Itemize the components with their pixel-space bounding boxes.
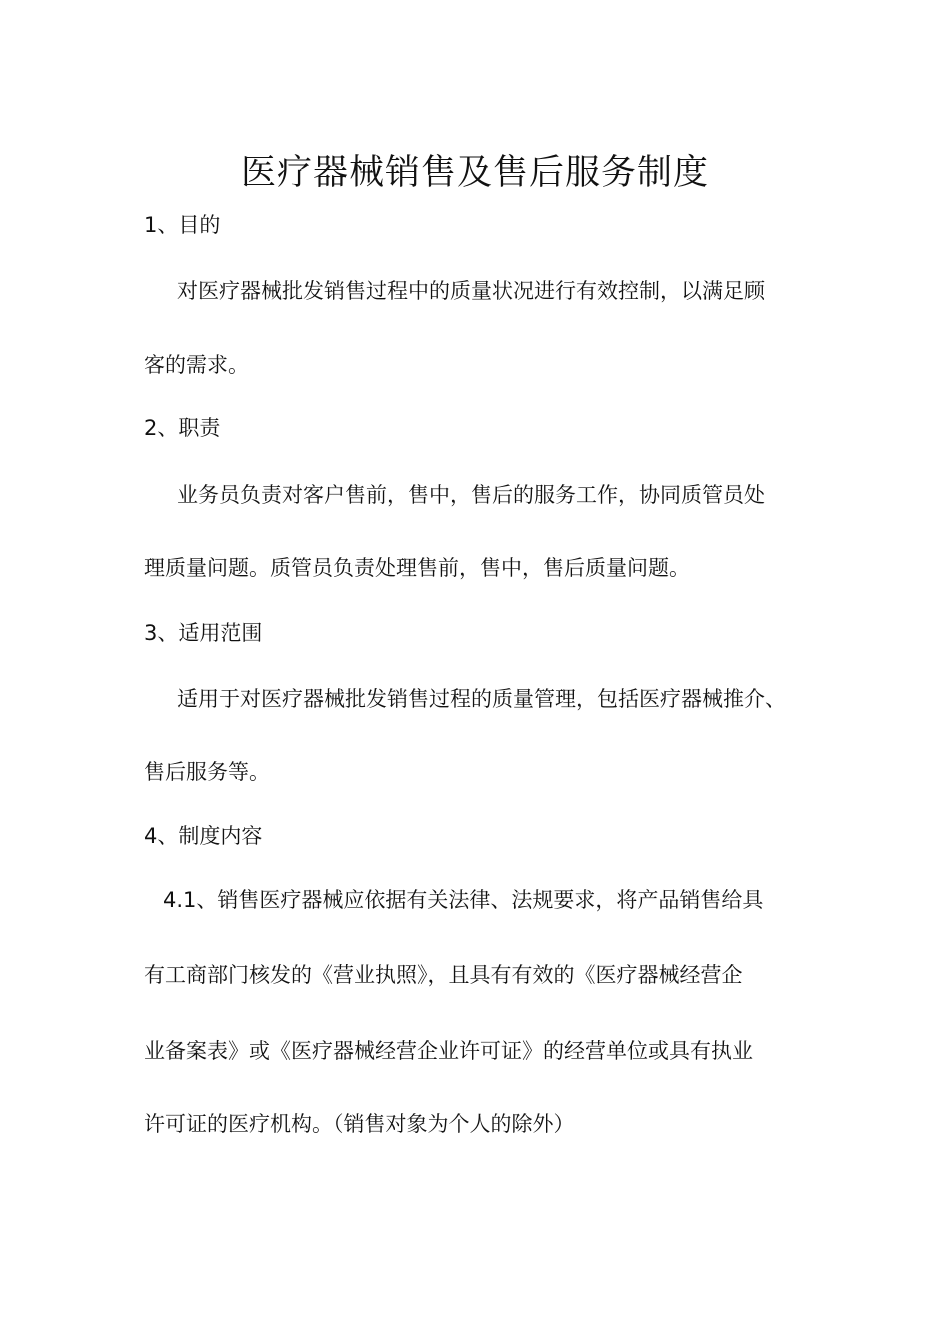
- section-heading-responsibilities: 2、职责: [144, 416, 221, 440]
- paragraph-line: 业备案表》或《医疗器械经营企业许可证》的经营单位或具有执业: [144, 1039, 753, 1063]
- section-heading-scope: 3、适用范围: [144, 621, 263, 645]
- section-heading-content: 4、制度内容: [144, 824, 263, 848]
- paragraph-line: 对医疗器械批发销售过程中的质量状况进行有效控制，以满足顾: [177, 279, 765, 303]
- paragraph-line: 售后服务等。: [144, 760, 270, 784]
- paragraph-line: 适用于对医疗器械批发销售过程的质量管理，包括医疗器械推介、: [177, 687, 786, 711]
- paragraph-line: 理质量问题。质管员负责处理售前，售中，售后质量问题。: [144, 556, 690, 580]
- paragraph-line: 许可证的医疗机构。（销售对象为个人的除外）: [144, 1112, 575, 1136]
- paragraph-line: 客的需求。: [144, 353, 249, 377]
- paragraph-line: 业务员负责对客户售前，售中，售后的服务工作，协同质管员处: [177, 483, 765, 507]
- document-title: 医疗器械销售及售后服务制度: [240, 153, 709, 193]
- paragraph-line: 有工商部门核发的《营业执照》，且具有有效的《医疗器械经营企: [144, 963, 743, 987]
- section-heading-purpose: 1、目的: [144, 213, 221, 237]
- paragraph-line: 4.1、销售医疗器械应依据有关法律、法规要求，将产品销售给具: [163, 888, 764, 912]
